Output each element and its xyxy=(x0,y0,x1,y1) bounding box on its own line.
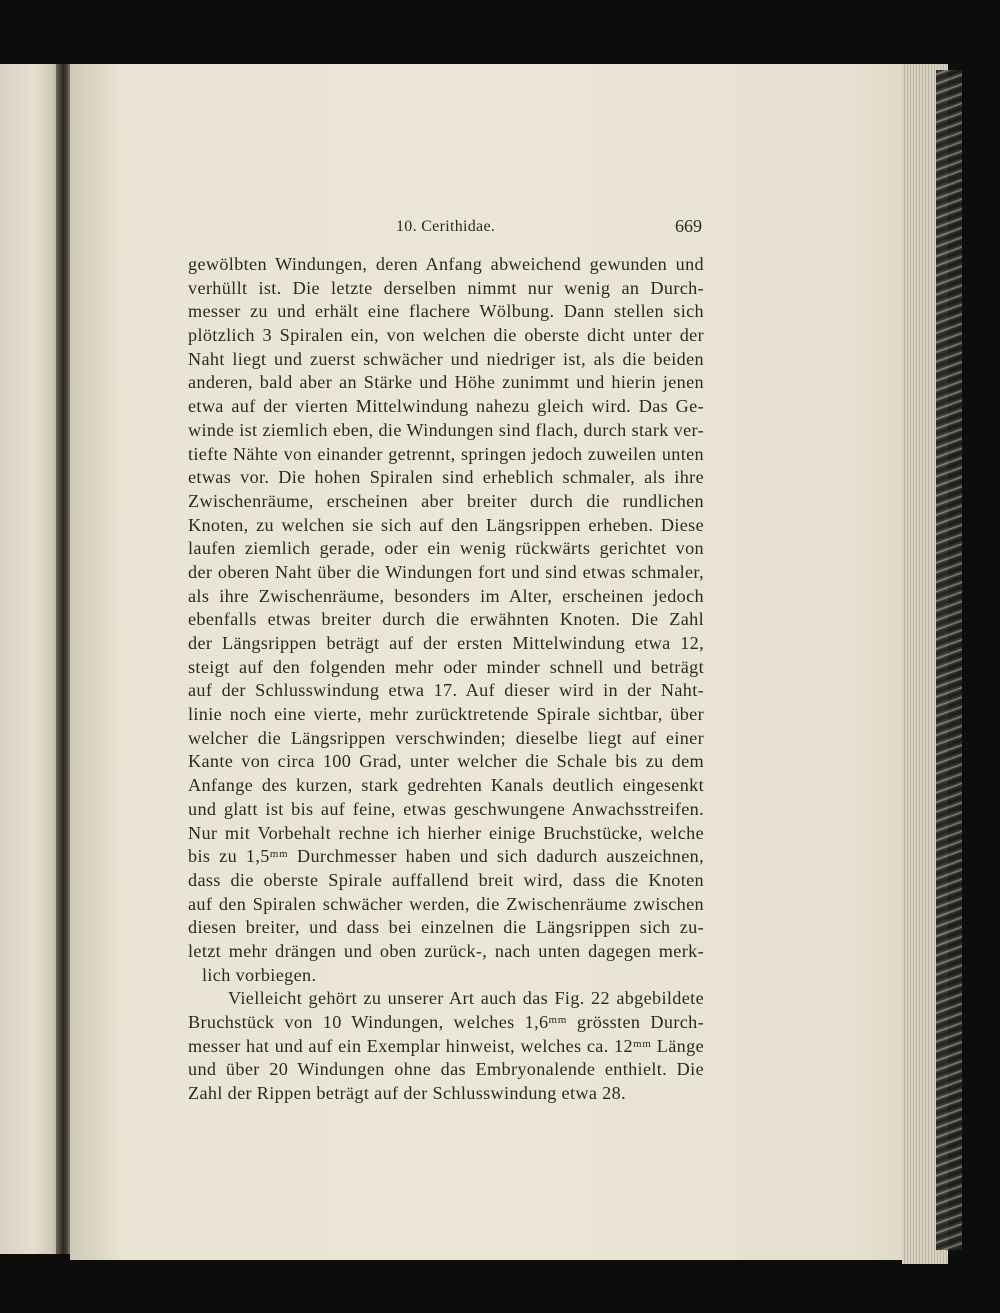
text-line: messer hat und auf ein Exemplar hinweist, welches ca. 12ᵐᵐ Länge xyxy=(188,1035,704,1056)
running-head xyxy=(188,214,704,244)
text-line: der Längsrippen beträgt auf der ersten Mittelwindung etwa 12, xyxy=(188,633,704,653)
running-head-title: 10. Cerithidae. xyxy=(396,218,496,235)
text-line: verhüllt ist. Die letzte derselben nimmt nur wenig an Durch- xyxy=(188,277,704,298)
text-line: Zwischenräume, erscheinen aber breiter durch die rundlichen xyxy=(188,490,704,511)
text-line: steigt auf den folgenden mehr oder minder schnell und beträgt xyxy=(188,656,704,677)
text-line: diesen breiter, und dass bei einzelnen die Längsrippen sich zu- xyxy=(188,917,704,938)
text-line: plötzlich 3 Spiralen ein, von welchen die oberste dicht unter der xyxy=(188,325,704,346)
text-line: messer zu und erhält eine flachere Wölbung. Dann stellen sich xyxy=(188,301,704,322)
text-line: tiefte Nähte von einander getrennt, springen jedoch zuweilen unten xyxy=(188,443,704,464)
left-page-edge xyxy=(0,64,62,1254)
text-line: Kante von circa 100 Grad, unter welcher die Schale bis zu dem xyxy=(188,751,704,772)
text-line: Bruchstück von 10 Windungen, welches 1,6ᵐᵐ grössten Durch- xyxy=(188,1012,704,1032)
text-line: ebenfalls etwas breiter durch die erwähnten Knoten. Die Zahl xyxy=(188,609,704,630)
text-line: Zahl der Rippen beträgt auf der Schlusswindung etwa 28. xyxy=(188,1083,626,1104)
text-line: Nur mit Vorbehalt rechne ich hierher einige Bruchstücke, welche xyxy=(188,822,704,843)
text-line: auf den Spiralen schwächer werden, die Zwischenräume zwischen xyxy=(188,893,704,914)
text-line: und über 20 Windungen ohne das Embryonalende enthielt. Die xyxy=(188,1059,704,1080)
text-line: laufen ziemlich gerade, oder ein wenig rückwärts gerichtet von xyxy=(188,538,704,559)
text-line: bis zu 1,5ᵐᵐ Durchmesser haben und sich dadurch auszeichnen, xyxy=(188,846,704,867)
text-line: letzt mehr drängen und oben zurück-, nach unten dagegen merk- xyxy=(188,940,704,961)
text-line: und glatt ist bis auf feine, etwas geschwungene Anwachsstreifen. xyxy=(188,798,704,819)
text-line: dass die oberste Spirale auffallend breit wird, dass die Knoten xyxy=(188,869,704,890)
text-line: welcher die Längsrippen verschwinden; dieselbe liegt auf einer xyxy=(188,727,704,748)
text-line: Vielleicht gehört zu unserer Art auch das Fig. 22 abgebildete xyxy=(228,988,704,1009)
background-right xyxy=(962,60,1000,1313)
text-line: winde ist ziemlich eben, die Windungen sind flach, durch stark ver- xyxy=(188,419,704,440)
text-line: als ihre Zwischenräume, besonders im Alter, erscheinen jedoch xyxy=(188,585,704,606)
text-line: linie noch eine vierte, mehr zurücktretende Spirale sichtbar, über xyxy=(188,704,704,725)
text-line: gewölbten Windungen, deren Anfang abweichend gewunden und xyxy=(188,254,704,274)
text-line: Anfange des kurzen, stark gedrehten Kanals deutlich eingesenkt xyxy=(188,775,704,796)
text-line: Knoten, zu welchen sie sich auf den Längsrippen erheben. Diese xyxy=(188,514,704,535)
text-line: anderen, bald aber an Stärke und Höhe zunimmt und hierin jenen xyxy=(188,372,704,393)
text-line: auf der Schlusswindung etwa 17. Auf dieser wird in der Naht- xyxy=(188,680,704,701)
page-text-block xyxy=(188,214,704,1106)
text-line: der oberen Naht über die Windungen fort und sind etwas schmaler, xyxy=(188,561,704,582)
text-line: etwa auf der vierten Mittelwindung nahezu gleich wird. Das Ge- xyxy=(188,396,704,417)
text-line: lich vorbiegen. xyxy=(202,964,317,985)
text-line: etwas vor. Die hohen Spiralen sind erheblich schmaler, als ihre xyxy=(188,467,704,488)
text-line: Naht liegt und zuerst schwächer und niedriger ist, als die beiden xyxy=(188,348,704,369)
page-number: 669 xyxy=(675,216,702,236)
